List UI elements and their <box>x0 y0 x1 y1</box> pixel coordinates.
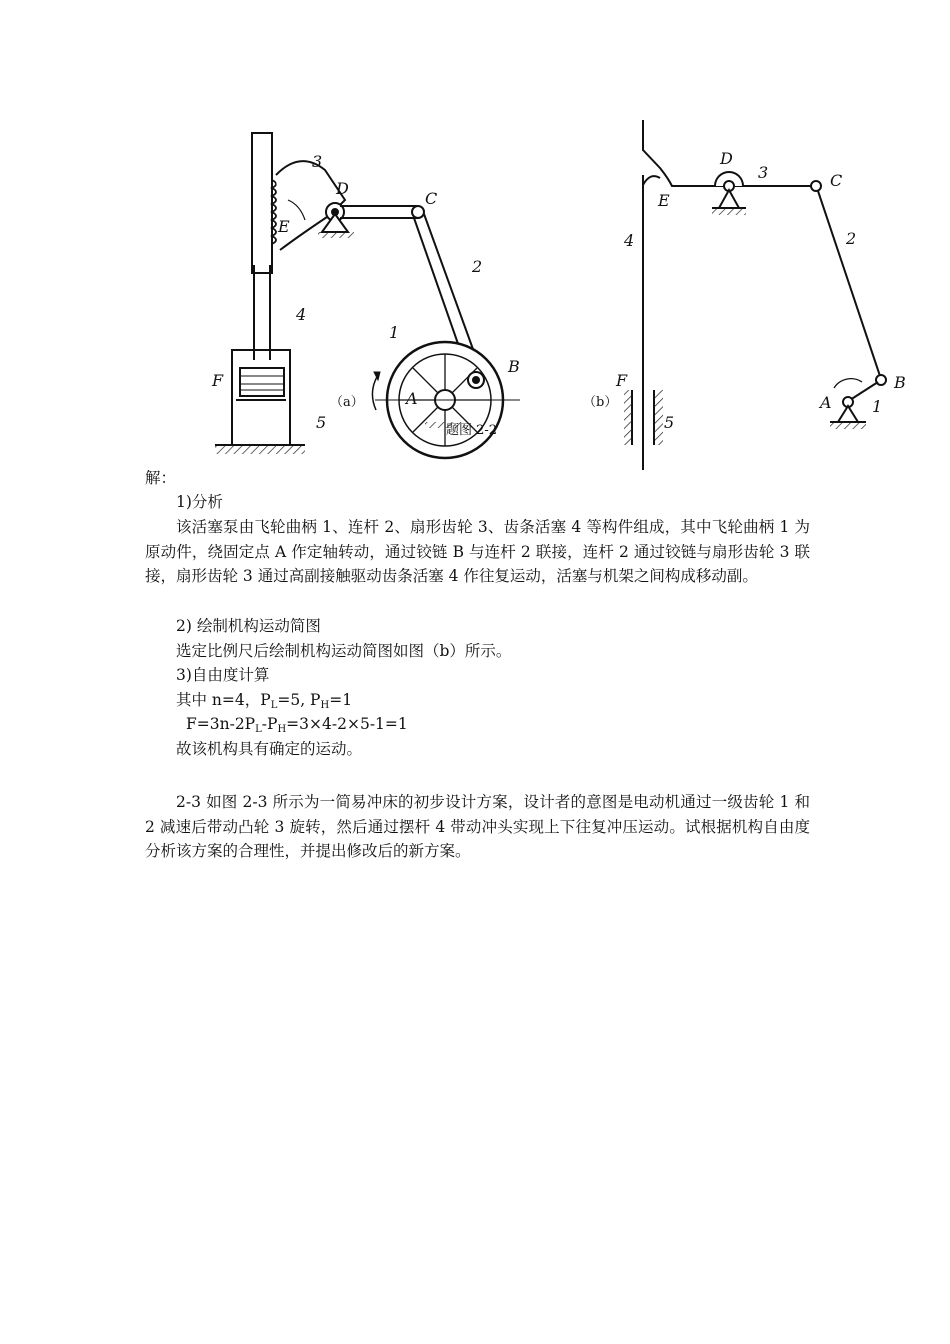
label-5-b: 5 <box>664 413 675 432</box>
label-B-a: B <box>508 357 520 376</box>
label-1-b: 1 <box>872 397 883 416</box>
caption-b: （b） <box>583 395 618 410</box>
label-D-b: D <box>720 149 733 168</box>
section-1-title: 1)分析 <box>176 493 223 511</box>
section-1-body: 该活塞泵由飞轮曲柄 1、连杆 2、扇形齿轮 3、齿条活塞 4 等构件组成，其中飞轮曲柄 1 为原动件，绕固定点 A 作定轴转动，通过铰链 B 与连杆 2 联接，连杆 2 通过铰链与扇形齿轮 3 联接，扇形齿轮 3 通过高副接触驱动齿条活塞 4 作往复运动，活塞与机架之间构成移动副。 <box>145 518 810 585</box>
label-F-b: F <box>616 371 628 390</box>
label-F-a: F <box>212 371 224 390</box>
section-3-title: 3)自由度计算 <box>176 666 270 684</box>
caption-a: （a） <box>330 395 364 410</box>
label-3-a: 3 <box>312 152 323 171</box>
label-C-a: C <box>425 189 438 208</box>
label-C-b: C <box>830 171 843 190</box>
section-2-body: 选定比例尺后绘制机构运动简图如图（b）所示。 <box>176 642 512 660</box>
mechanism-figure <box>0 0 950 480</box>
label-4-a: 4 <box>296 305 307 324</box>
label-D-a: D <box>336 179 349 198</box>
label-A-b: A <box>820 393 832 412</box>
section-2-title: 2) 绘制机构运动简图 <box>176 617 321 635</box>
problem-2-3: 2-3 如图 2-3 所示为一简易冲床的初步设计方案，设计者的意图是电动机通过一级齿轮 1 和 2 减速后带动凸轮 3 旋转，然后通过摆杆 4 带动冲头实现上下往复冲压运动。试根据机构自由度分析该方案的合理性，并提出修改后的新方案。 <box>145 793 810 860</box>
label-3-b: 3 <box>758 163 769 182</box>
label-A-a: A <box>406 389 418 408</box>
label-E-b: E <box>658 191 670 210</box>
equation-params: 其中 n=4，$P_L=5$, $P_H=1$ <box>176 691 353 711</box>
figure-a-drawing <box>215 133 520 458</box>
label-E-a: E <box>278 217 290 236</box>
label-1-a: 1 <box>389 323 400 342</box>
equation-dof: $F=3n-2P_L-P_H=3\times 4-2\times 5-1=1$ <box>186 715 408 735</box>
label-2-b: 2 <box>846 229 857 248</box>
label-B-b: B <box>894 373 906 392</box>
label-4-b: 4 <box>624 231 635 250</box>
figure-caption: 题图 2-2 <box>446 423 498 438</box>
label-5-a: 5 <box>316 413 327 432</box>
solution-heading: 解： <box>145 469 177 487</box>
conclusion: 故该机构具有确定的运动。 <box>176 740 363 758</box>
label-2-a: 2 <box>472 257 483 276</box>
